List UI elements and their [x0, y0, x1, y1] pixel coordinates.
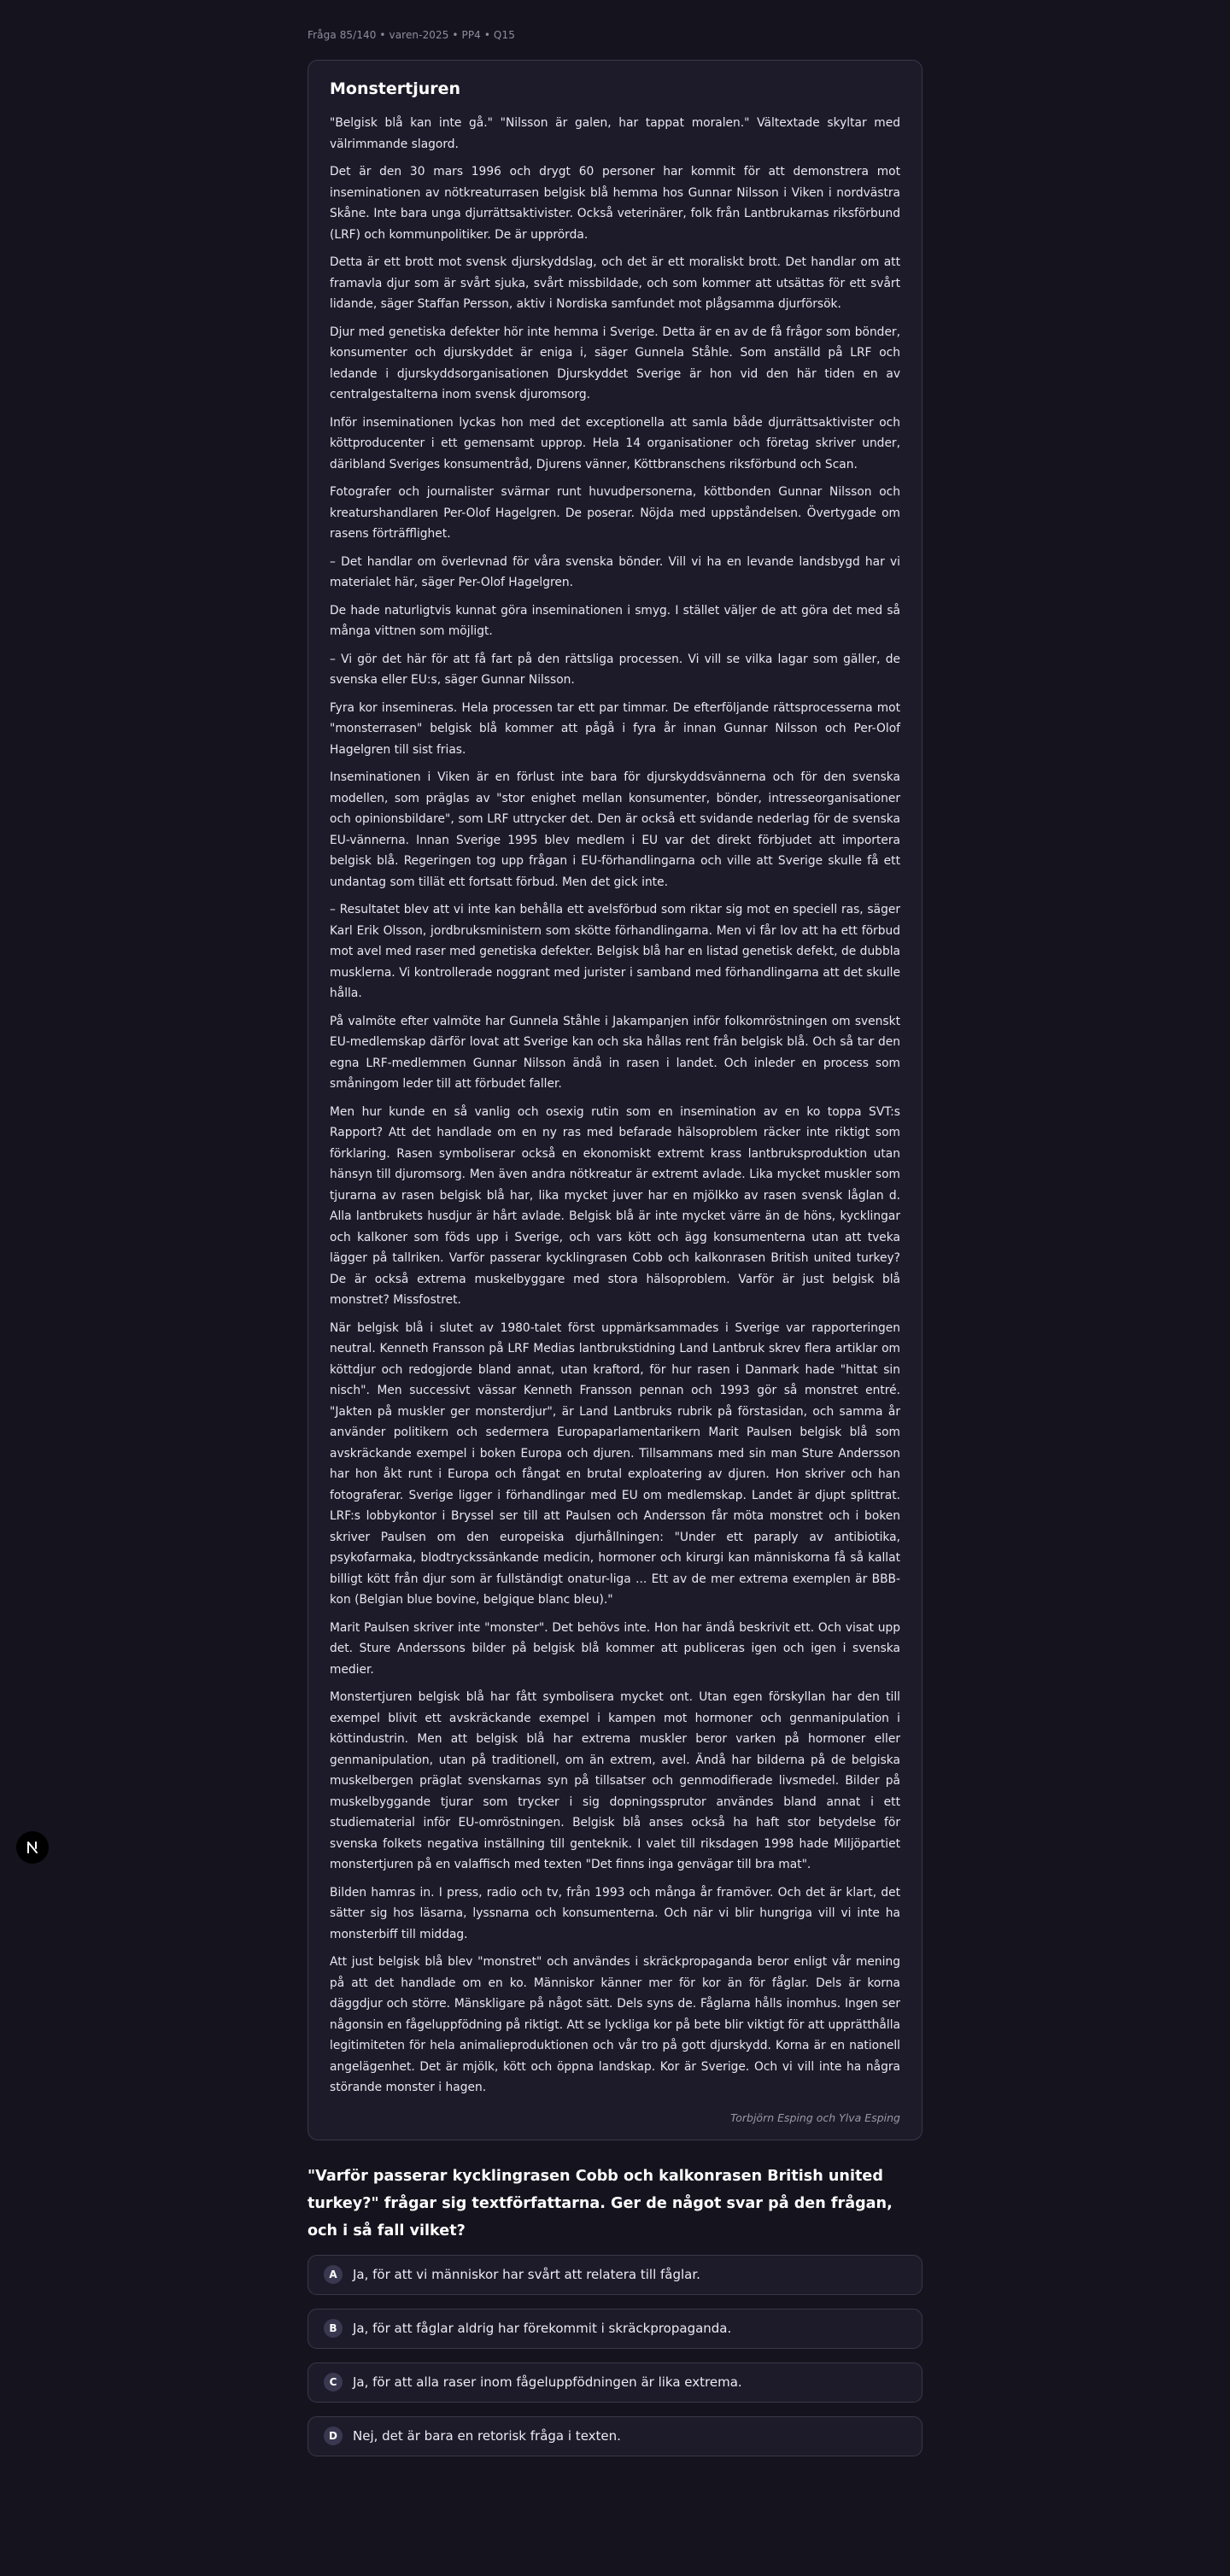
- answer-option-c[interactable]: [308, 2362, 922, 2403]
- question-text: "Varför passerar kycklingrasen Cobb och kalkonrasen British united turkey?" frågar sig textförfattarna. Ger de något svar på den frågan, och i så fall vilket?: [308, 2167, 893, 2239]
- article-paragraph: Det är den 30 mars 1996 och drygt 60 personer har kommit för att demonstrera mot inseminationen av nötkreaturrasen belgisk blå hemma hos Gunnar Nilsson i Viken i nordvästra Skåne. Inte bara unga djurrättsaktivister. Också veterinärer, folk från Lantbrukarnas riksförbund (LRF) och kommunpolitiker. De är upprörda.: [330, 165, 900, 242]
- article-paragraph: Inför inseminationen lyckas hon med det exceptionella att samla både djurrättsaktivister och köttproducenter i ett gemensamt upprop. Hela 14 organisationer och företag skriver under, däribland Sveriges konsumentråd, Djurens vänner, Köttbranschens riksförbund och Scan.: [330, 415, 900, 471]
- article-paragraph: – Resultatet blev att vi inte kan behålla ett avelsförbud som riktar sig mot en speciell ras, säger Karl Erik Olsson, jordbruksministern som skötte förhandlingarna. Men vi får lov att ha ett förbud mot avel med raser med genetiska defekter. Belgisk blå har en listad genetisk defekt, de dubbla musklerna. Vi kontrollerade noggrant med jurister i samband med förhandlingarna att det skulle hålla.: [330, 903, 900, 1000]
- option-text: Ja, för att alla raser inom fågeluppfödningen är lika extrema.: [353, 2374, 742, 2390]
- article-author: Torbjörn Esping och Ylva Esping: [730, 2111, 900, 2124]
- article-paragraph: Marit Paulsen skriver inte "monster". Det behövs inte. Hon har ändå beskrivit ett. Och visat upp det. Sture Anderssons bilder på belgisk blå kommer att publiceras igen och igen i svenska medier.: [330, 1620, 900, 1677]
- article-title: Monstertjuren: [330, 79, 461, 98]
- article-paragraph: Bilden hamras in. I press, radio och tv, från 1993 och många år framöver. Och det är klart, det sätter sig hos läsarna, lyssnarna och konsumenterna. Och när vi blir hungriga vill vi inte ha monsterbiff till middag.: [330, 1885, 900, 1941]
- article-paragraph: Detta är ett brott mot svensk djurskyddslag, och det är ett moraliskt brott. Det handlar om att framavla djur som är svårt sjuka, svårt missbildade, och som kommer att utsättas för ett svårt lidande, säger Staffan Persson, aktiv i Nordiska samfundet mot plågsamma djurförsök.: [330, 255, 900, 311]
- article-paragraph: De hade naturligtvis kunnat göra inseminationen i smyg. I stället väljer de att göra det med så många vittnen som möjligt.: [330, 603, 900, 638]
- article-paragraph: Monstertjuren belgisk blå har fått symbolisera mycket ont. Utan egen förskyllan har den till exempel blivit ett avskräckande exempel i kampen mot hormoner och genmanipulation i köttindustrin. Men att belgisk blå har extrema muskler beror varken på hormoner eller genmanipulation, utan på traditionell, om än extrem, avel. Ändå har bilderna på de belgiska muskelbergen präglat svenskarnas syn på tillsatser och genmodifierade livsmedel. Bilder på muskelbyggande tjurar som trycker i sig dopningssprutor användes bland annat i ett studiematerial inför EU-omröstningen. Belgisk blå anses också ha haft stor betydelse för svenska folkets negativa inställning till genteknik. I valet till riksdagen 1998 hade Miljöpartiet monstertjuren på en valaffisch med texten "Det finns inga genvägar till bra mat".: [330, 1690, 900, 1871]
- article-paragraph: Djur med genetiska defekter hör inte hemma i Sverige. Detta är en av de få frågor som bönder, konsumenter och djurskyddet är eniga i, säger Gunnela Ståhle. Som anställd på LRF och ledande i djurskyddsorganisationen Djurskyddet Sverige är hon vid den här tiden en av centralgestalterna inom svensk djuromsorg.: [330, 325, 900, 401]
- article-card: [308, 60, 922, 2140]
- main-content: [308, 0, 922, 2456]
- option-text: Nej, det är bara en retorisk fråga i texten.: [353, 2428, 621, 2444]
- option-text: Ja, för att fåglar aldrig har förekommit i skräckpropaganda.: [353, 2321, 732, 2336]
- answer-option-d[interactable]: [308, 2416, 922, 2456]
- option-letter-badge: C: [324, 2373, 343, 2392]
- article-paragraph: På valmöte efter valmöte har Gunnela Ståhle i Jakampanjen inför folkomröstningen om svenskt EU-medlemskap därför lovat att Sverige kan och ska hållas rent från belgisk blå. Och så tar den egna LRF-medlemmen Gunnar Nilsson ändå in rasen i landet. Och inleder en process som småningom leder till att förbudet faller.: [330, 1014, 900, 1091]
- option-letter-badge: B: [324, 2319, 343, 2338]
- breadcrumb: Fråga 85/140 • varen-2025 • PP4 • Q15: [308, 29, 515, 41]
- article-paragraph: "Belgisk blå kan inte gå." "Nilsson är galen, har tappat moralen." Vältextade skyltar med välrimmande slagord.: [330, 116, 900, 151]
- option-text: Ja, för att vi människor har svårt att relatera till fåglar.: [353, 2267, 700, 2282]
- option-letter-badge: A: [324, 2265, 343, 2284]
- article-paragraph: Fotografer och journalister svärmar runt huvudpersonerna, köttbonden Gunnar Nilsson och kreaturshandlaren Per-Olof Hagelgren. De poserar. Nöjda med uppståndelsen. Övertygade om rasens förträfflighet.: [330, 485, 900, 541]
- answer-option-b[interactable]: [308, 2309, 922, 2349]
- answer-option-a[interactable]: [308, 2255, 922, 2295]
- article-paragraph: Att just belgisk blå blev "monstret" och användes i skräckpropaganda beror enligt vår mening på att det handlade om en ko. Människor känner mer för kor än för fåglar. Dels är korna däggdjur och större. Mänskligare på något sätt. Dels syns de. Fåglarna hålls inomhus. Ingen ser någonsin en fågeluppfödning på riktigt. Att se lyckliga kor på bete blir viktigt för att upprätthålla legitimiteten för hela animalieproduktionen och vår tro på gott djurskydd. Korna är en nationell angelägenhet. Det är mjölk, kött och öppna landskap. Kor är Sverige. Och vi vill inte ha några störande monster i hagen.: [330, 1955, 900, 2094]
- article-paragraph: Inseminationen i Viken är en förlust inte bara för djurskyddsvännerna och för den svenska modellen, som präglas av "stor enighet mellan konsumenter, bönder, intresseorganisationer och opinionsbildare", som LRF uttrycker det. Den är också ett svidande nederlag för de svenska EU-vännerna. Innan Sverige 1995 blev medlem i EU var det direkt förbjudet att importera belgisk blå. Regeringen tog upp frågan i EU-förhandlingarna och ville att Sverige skulle få ett undantag som tillät ett fortsatt förbud. Men det gick inte.: [330, 770, 900, 889]
- nextjs-logo-icon: [23, 1838, 42, 1857]
- article-paragraph: Fyra kor insemineras. Hela processen tar ett par timmar. De efterföljande rättsprocesserna mot "monsterrasen" belgisk blå kommer att pågå i fyra år innan Gunnar Nilsson och Per-Olof Hagelgren till sist frias.: [330, 700, 900, 757]
- article-paragraph: Men hur kunde en så vanlig och osexig rutin som en insemination av en ko toppa SVT:s Rapport? Att det handlade om en ny ras med befarade hälsoproblem räcker inte riktigt som förklaring. Rasen symboliserar också en ekonomiskt extremt krass lantbruksproduktion utan hänsyn till djuromsorg. Men även andra nötkreatur är extremt avlade. Lika mycket muskler som tjurarna av rasen belgisk blå har, lika mycket juver har en mjölkko av rasen svensk låglan d. Alla lantbrukets husdjur är hårt avlade. Belgisk blå är inte mycket värre än de höns, kycklingar och kalkoner som föds upp i Sverige, och vars kött och ägg konsumenterna utan att tveka lägger på tallriken. Varför passerar kycklingrasen Cobb och kalkonrasen British united turkey? De är också extrema muskelbyggare med stora hälsoproblem. Varför är just belgisk blå monstret? Missfostret.: [330, 1104, 900, 1307]
- option-letter-badge: D: [324, 2427, 343, 2445]
- article-paragraph: – Det handlar om överlevnad för våra svenska bönder. Vill vi ha en levande landsbygd har vi materialet här, säger Per-Olof Hagelgren.: [330, 554, 900, 589]
- article-paragraph: – Vi gör det här för att få fart på den rättsliga processen. Vi vill se vilka lagar som gäller, de svenska eller EU:s, säger Gunnar Nilsson.: [330, 652, 900, 687]
- article-paragraph: När belgisk blå i slutet av 1980-talet först uppmärksammades i Sverige var rapporteringen neutral. Kenneth Fransson på LRF Medias lantbrukstidning Land Lantbruk skrev flera artiklar om köttdjur och redogjorde bland annat, utan kraftord, för hur rasen i Danmark hade "hittat sin nisch". Men successivt vässar Kenneth Fransson pennan och 1993 gör så monstret entré. "Jakten på muskler ger monsterdjur", är Land Lantbruks rubrik på förstasidan, och samma år använder politikern och sedermera Europaparlamentarikern Marit Paulsen belgisk blå som avskräckande exempel i boken Europa och djuren. Tillsammans med sin man Sture Andersson har hon åkt runt i Europa och fångat en brutal exploatering av djuren. Hon skriver och han fotograferar. Sverige ligger i förhandlingar med EU om medlemskap. Landet är djupt splittrat. LRF:s lobbykontor i Bryssel ser till att Paulsen och Andersson får möta monstret och i boken skriver Paulsen om den europeiska djurhållningen: "Under ett paraply av antibiotika, psykofarmaka, blodtryckssänkande medicin, hormoner och kirurgi kan människorna få så kallat billigt kött från djur som är fullständigt onatur-liga ... Ett av de mer extrema exemplen är BBB-kon (Belgian blue bovine, belgique blanc bleu).": [330, 1320, 900, 1607]
- nextjs-dev-button[interactable]: [16, 1831, 49, 1864]
